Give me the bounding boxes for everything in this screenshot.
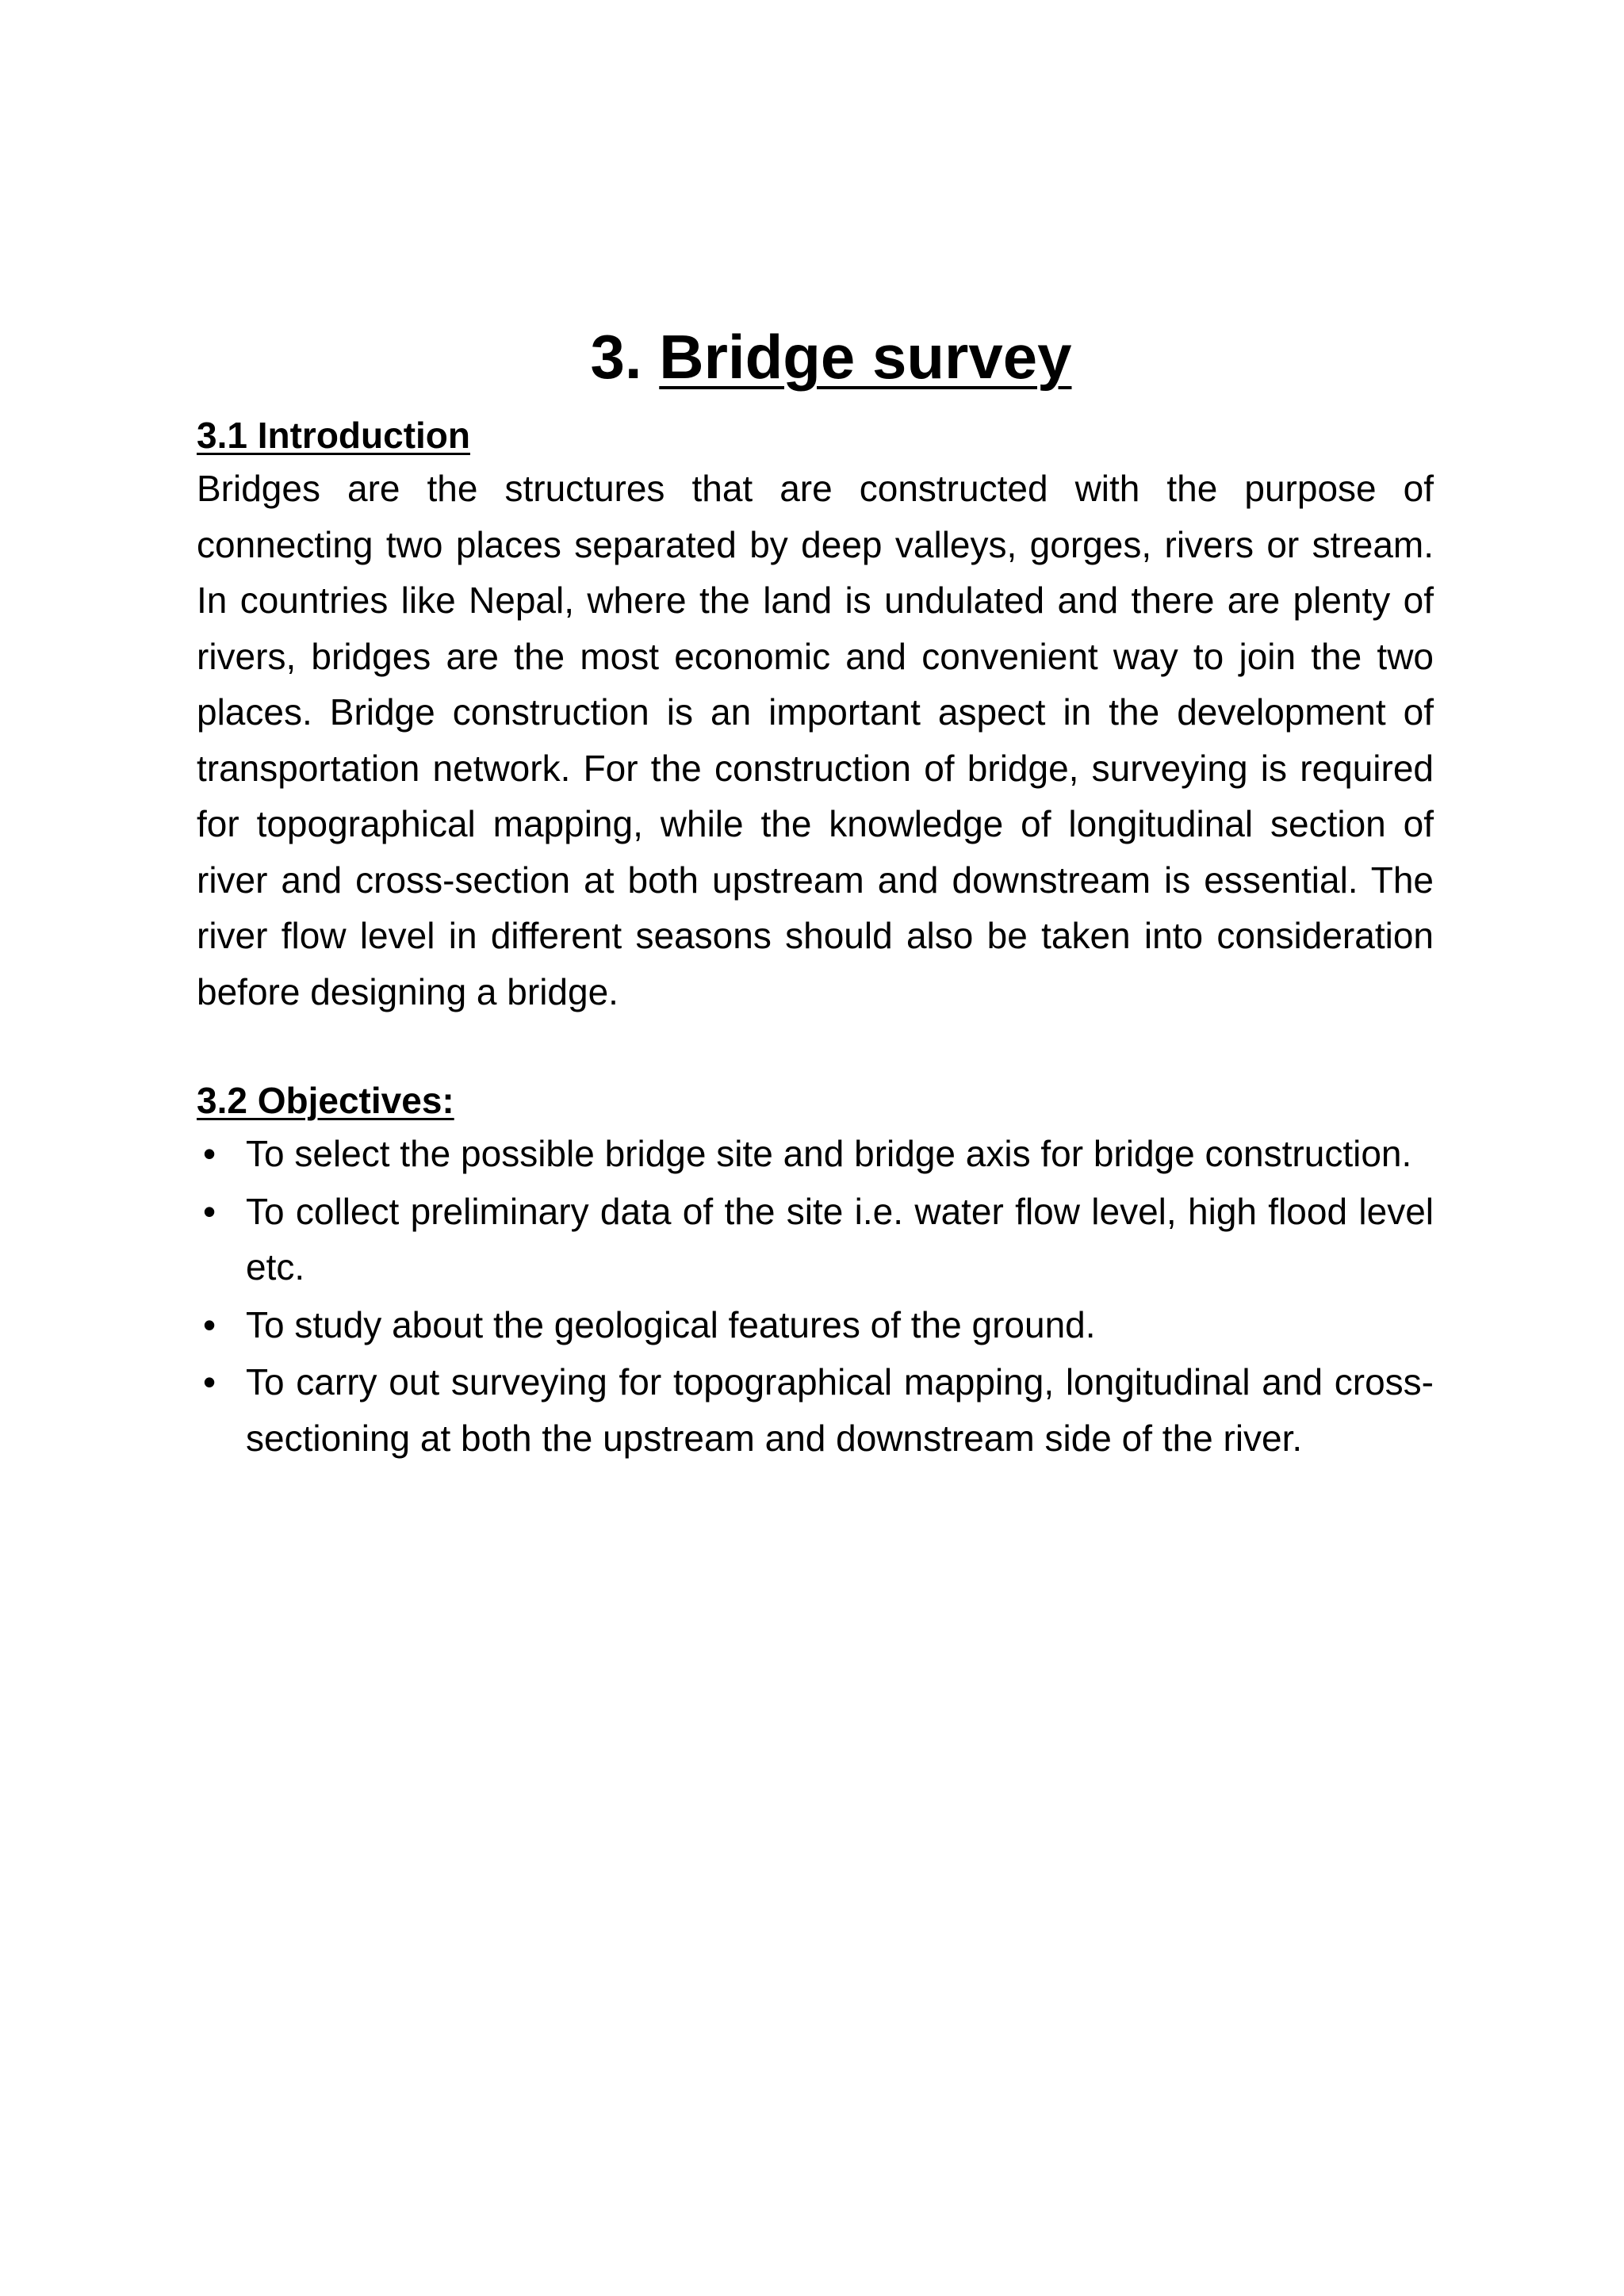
bullet-icon: • [203,1190,216,1232]
introduction-paragraph: Bridges are the structures that are constructed with the purpose of connecting two places separated by deep valleys, gorges, rivers or stream. In countries like Nepal, where the land is undulated and there are plenty of rivers, bridges are the most economic and convenient way to join the two places. Bridge construction is an important aspect in the development of transportation network. For the construction of bridge, surveying is required for topographical mapping, while the knowledge of longitudinal section of river and cross-section at both upstream and downstream is essential. The river flow level in different seasons should also be taken into consideration before designing a bridge. [197,468,1434,1012]
objectives-heading: 3.2 Objectives: [197,1080,454,1121]
list-item [197,1297,1434,1353]
objective-text: To study about the geological features of the ground. [246,1303,1096,1345]
title-number: 3. [590,322,642,392]
objective-text: To select the possible bridge site and bridge axis for bridge construction. [246,1133,1412,1174]
objectives-list [197,1126,1434,1466]
introduction-heading: 3.1 Introduction [197,415,470,456]
title-text: Bridge survey [659,322,1072,392]
list-item [197,1126,1434,1182]
objective-text: To carry out surveying for topographical mapping, longitudinal and cross- sectioning at both the upstream and downstream side of the river. [246,1361,1434,1459]
section-spacer [197,1020,1434,1075]
objective-text: To collect preliminary data of the site i.e. water flow level, high flood level etc. [246,1190,1434,1288]
page-title [197,313,1434,400]
list-item [197,1354,1434,1466]
document-page [197,313,1434,1468]
list-item [197,1184,1434,1295]
bullet-icon: • [203,1133,216,1174]
bullet-icon: • [203,1361,216,1402]
bullet-icon: • [203,1303,216,1345]
